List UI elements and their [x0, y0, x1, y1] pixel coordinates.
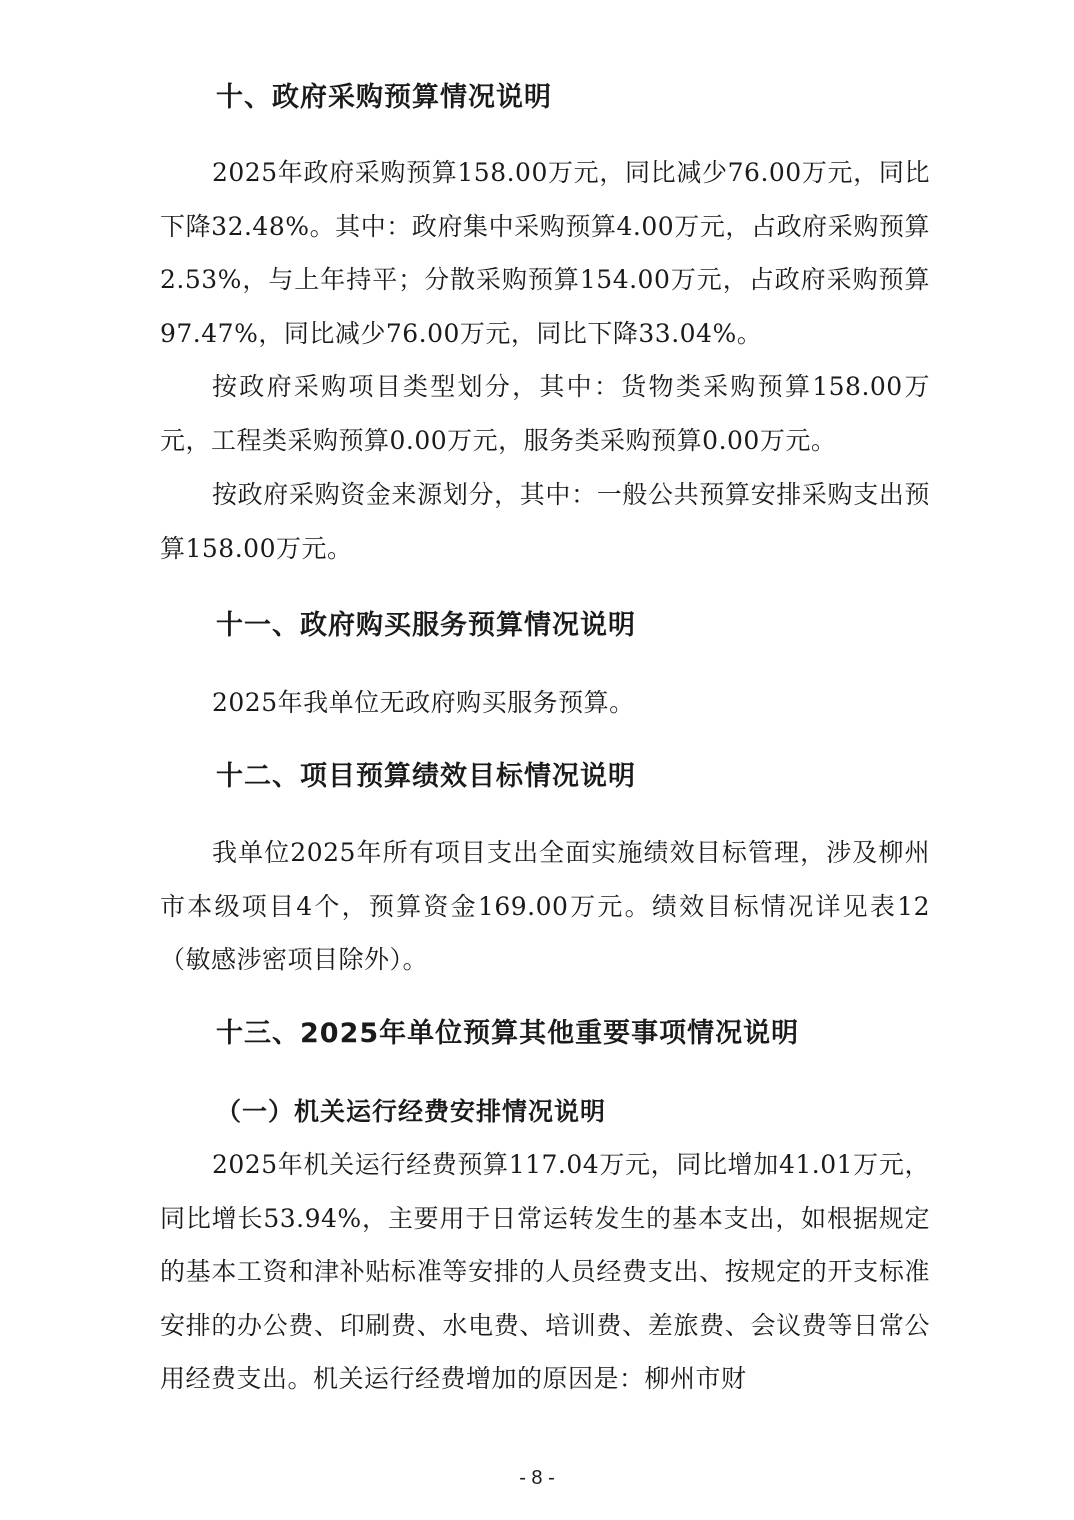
section-heading-services: 十一、政府购买服务预算情况说明	[216, 610, 636, 641]
operating-costs-paragraph: 2025年机关运行经费预算117.04万元，同比增加41.01万元，同比增长53.94%，主要用于日常运转发生的基本支出，如根据规定的基本工资和津补贴标准等安排的人员经费支出、按规定的开支标准安排的办公费、印刷费、水电费、培训费、差旅费、会议费等日常公用经费支出。机关运行经费增加的原因是：柳州市财	[160, 1150, 930, 1393]
procurement-summary-paragraph: 2025年政府采购预算158.00万元，同比减少76.00万元，同比下降32.48%。其中：政府集中采购预算4.00万元，占政府采购预算2.53%，与上年持平；分散采购预算154.00万元，占政府采购预算97.47%，同比减少76.00万元，同比下降33.04%。	[160, 158, 930, 348]
section-heading-performance: 十二、项目预算绩效目标情况说明	[216, 761, 636, 792]
section-heading-procurement: 十、政府采购预算情况说明	[216, 82, 552, 113]
procurement-by-type-paragraph: 按政府采购项目类型划分，其中：货物类采购预算158.00万元，工程类采购预算0.00万元，服务类采购预算0.00万元。	[160, 372, 930, 455]
section-heading-other-matters: 十三、2025年单位预算其他重要事项情况说明	[216, 1018, 800, 1049]
subsection-heading-operating-costs: （一）机关运行经费安排情况说明	[216, 1097, 607, 1126]
services-paragraph: 2025年我单位无政府购买服务预算。	[212, 688, 635, 717]
performance-paragraph: 我单位2025年所有项目支出全面实施绩效目标管理，涉及柳州市本级项目4个，预算资金169.00万元。绩效目标情况详见表12（敏感涉密项目除外）。	[160, 838, 930, 974]
procurement-by-source-paragraph: 按政府采购资金来源划分，其中：一般公共预算安排采购支出预算158.00万元。	[160, 480, 930, 563]
page-number: - 8 -	[519, 1467, 555, 1489]
